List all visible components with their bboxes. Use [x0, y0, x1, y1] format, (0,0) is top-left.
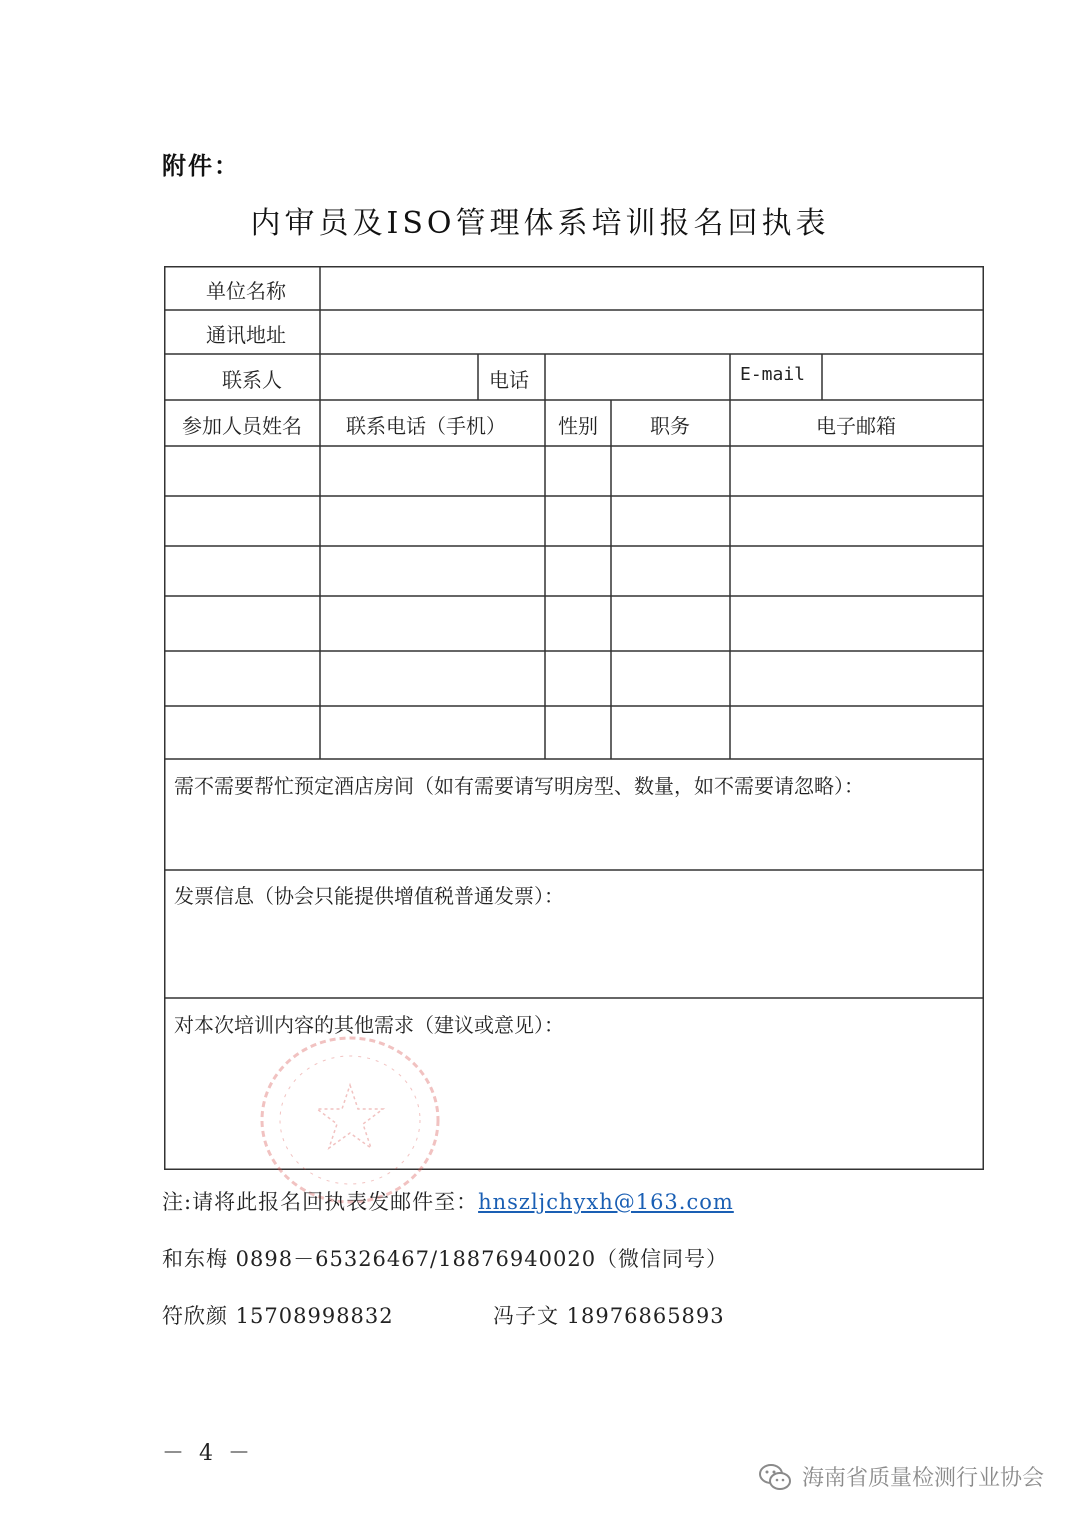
phone-label: 电话	[489, 368, 529, 392]
participant-row-4[interactable]	[165, 597, 983, 650]
hotel-request-prompt: 需不需要帮忙预定酒店房间（如有需要请写明房型、数量，如不需要请忽略）：	[174, 774, 864, 798]
email-label: E-mail	[740, 364, 806, 385]
hotel-request-field[interactable]	[165, 796, 983, 868]
participant-row-2[interactable]	[165, 497, 983, 545]
col-participant-name: 参加人员姓名	[182, 414, 302, 438]
contact-line-2: 符欣颜 15708998832	[162, 1304, 394, 1328]
submission-note-text: 注:请将此报名回执表发邮件至：	[162, 1190, 479, 1214]
col-position: 职务	[650, 414, 690, 438]
feedback-prompt: 对本次培训内容的其他需求（建议或意见）：	[174, 1013, 564, 1037]
submission-email-link[interactable]: hnszljchyxh@163.com	[478, 1190, 734, 1214]
watermark-text: 海南省质量检测行业协会	[801, 1466, 1044, 1491]
form-title: 内审员及ISO管理体系培训报名回执表	[250, 206, 830, 241]
col-gender: 性别	[558, 414, 598, 438]
col-email: 电子邮箱	[816, 414, 896, 438]
col-mobile-phone: 联系电话（手机）	[346, 414, 506, 438]
participant-row-6[interactable]	[165, 707, 983, 758]
participant-row-3[interactable]	[165, 547, 983, 595]
unit-name-field[interactable]	[321, 267, 983, 309]
participant-row-1[interactable]	[165, 447, 983, 495]
invoice-info-field[interactable]	[165, 906, 983, 996]
address-label: 通讯地址	[206, 323, 286, 347]
contact-person-field[interactable]	[321, 355, 477, 399]
submission-note	[162, 1186, 734, 1216]
address-field[interactable]	[321, 311, 983, 353]
contact-person-label: 联系人	[222, 368, 282, 392]
email-field[interactable]	[823, 355, 983, 399]
wechat-icon	[758, 1462, 792, 1492]
page-number: － 4 －	[162, 1441, 254, 1466]
wechat-watermark	[758, 1461, 1044, 1492]
phone-field[interactable]	[546, 355, 729, 399]
unit-name-label: 单位名称	[206, 279, 286, 303]
invoice-info-prompt: 发票信息（协会只能提供增值税普通发票）：	[174, 884, 564, 908]
participant-row-5[interactable]	[165, 652, 983, 705]
attachment-label: 附件：	[162, 152, 240, 180]
contact-line-3: 冯子文 18976865893	[493, 1304, 725, 1328]
contact-line-1: 和东梅 0898－65326467/18876940020（微信同号）	[162, 1247, 729, 1271]
